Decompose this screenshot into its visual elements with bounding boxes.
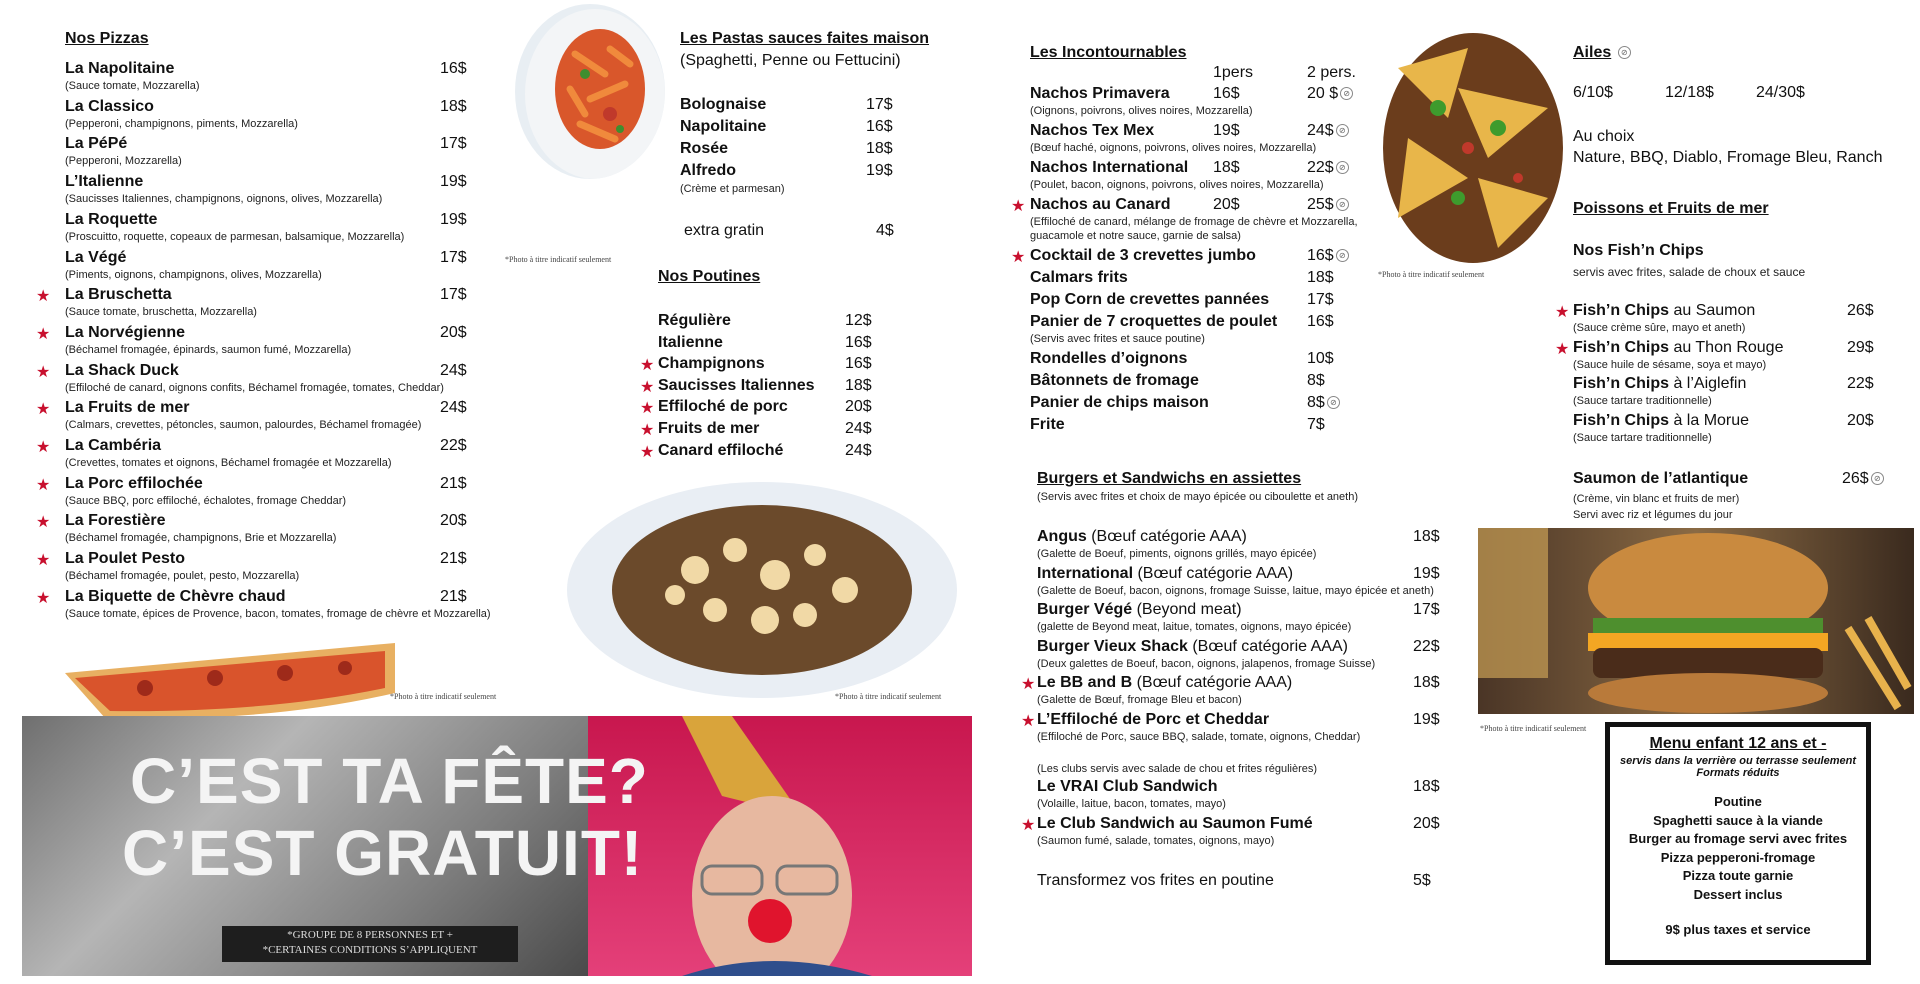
- pizza-desc: (Proscuitto, roquette, copeaux de parmesan, balsamique, Mozzarella): [65, 230, 405, 243]
- pizza-desc: (Sauce tomate, épices de Provence, bacon, tomates, fromage de chèvre et Mozzarella): [65, 607, 491, 620]
- star-icon: ★: [1555, 304, 1570, 321]
- incontournable-name: Pop Corn de crevettes pannées: [1030, 291, 1270, 308]
- star-icon: ★: [36, 552, 51, 570]
- incontournable-name: Cocktail de 3 crevettes jumbo: [1030, 247, 1256, 264]
- burgers-subtitle: (Servis avec frites et choix de mayo épicée ou ciboulette et aneth): [1037, 491, 1359, 503]
- burger-name: [1037, 674, 1292, 692]
- promo-banner: [22, 716, 972, 976]
- incontournable-price: 17$: [1307, 291, 1334, 308]
- ailes-price-2: 12/18$: [1665, 84, 1714, 101]
- pizza-name: La Forestière: [65, 512, 166, 530]
- transform-price: 5$: [1413, 872, 1431, 889]
- incontournable-price-2pers: [1307, 394, 1340, 412]
- incontournable-desc: (Servis avec frites et sauce poutine): [1030, 333, 1205, 345]
- incontournables-title: Les Incontournables: [1030, 44, 1187, 61]
- pizza-name: La Napolitaine: [65, 60, 175, 77]
- star-icon: ★: [36, 439, 51, 456]
- star-icon: ★: [36, 589, 51, 607]
- incontournable-price-1pers: 19$: [1213, 122, 1240, 139]
- burger-desc: (Galette de Boeuf, bacon, oignons, fromage Suisse, laitue, mayo épicée et aneth): [1037, 584, 1434, 597]
- pasta-price: 16$: [866, 118, 893, 135]
- clown-illustration: [662, 716, 892, 976]
- burger-name: [1037, 565, 1293, 583]
- fish-variant: au Thon Rouge: [1669, 338, 1784, 356]
- burger-desc: (galette de Beyond meat, laitue, tomates, oignons, mayo épicée): [1037, 621, 1352, 634]
- star-icon: ★: [36, 401, 51, 419]
- promo-conditions: [222, 926, 518, 962]
- vegetarian-leaf-icon: ⊘: [1336, 198, 1349, 211]
- star-icon: ★: [36, 288, 51, 306]
- fish-title: Fish’n Chips: [1573, 411, 1669, 429]
- poutine-name: Effiloché de porc: [658, 398, 788, 416]
- transform-label: Transformez vos frites en poutine: [1037, 872, 1274, 889]
- promo-line1: C’EST TA FÊTE?: [130, 745, 649, 817]
- incontournable-price-2pers: [1307, 372, 1325, 390]
- incontournable-price-2pers: [1307, 269, 1334, 287]
- pizza-desc: (Crevettes, tomates et oignons, Béchamel fromagée et Mozzarella): [65, 457, 392, 469]
- photo-note-poutine: *Photo à titre indicatif seulement: [835, 692, 942, 701]
- kids-menu-item: Pizza toute garnie: [1682, 868, 1794, 883]
- pizza-price: 24$: [440, 399, 467, 417]
- pizza-price: 17$: [440, 248, 467, 266]
- pizza-desc: (Pepperoni, champignons, piments, Mozzarella): [65, 117, 298, 130]
- burger-price: 19$: [1413, 564, 1440, 582]
- kids-menu-item: Burger au fromage servi avec frites: [1628, 831, 1848, 846]
- incontournable-price-2pers: [1307, 159, 1349, 177]
- poutine-price: 18$: [845, 376, 872, 394]
- fish-price: 26$: [1847, 302, 1874, 319]
- incontournable-price: 22$: [1307, 159, 1334, 176]
- poutine-name: Champignons: [658, 355, 765, 373]
- pizza-illustration: [65, 643, 395, 723]
- kids-menu-note-2: Formats réduits: [1696, 767, 1780, 779]
- poissons-section: [1555, 200, 1915, 530]
- burger-name: [1037, 711, 1269, 729]
- vegetarian-leaf-icon: ⊘: [1871, 472, 1884, 485]
- incontournable-price: 18$: [1307, 269, 1334, 286]
- pizza-price: 19$: [440, 173, 467, 191]
- photo-note-pasta: *Photo à titre indicatif seulement: [505, 255, 612, 264]
- burger-price: 18$: [1413, 674, 1440, 692]
- incontournable-price-2pers: [1307, 85, 1353, 103]
- fish-desc: (Sauce huile de sésame, soya et mayo): [1573, 358, 1767, 371]
- burger-desc: (Galette de Boeuf, piments, oignons grillés, mayo épicée): [1037, 548, 1317, 560]
- pasta-price: 19$: [866, 162, 893, 179]
- pizza-name: La Cambéria: [65, 437, 162, 454]
- poutine-photo: [565, 480, 960, 700]
- poutine-price: 16$: [845, 333, 872, 351]
- poutine-name: Régulière: [658, 312, 731, 329]
- pizza-price: 18$: [440, 97, 467, 115]
- photo-note-pizza: *Photo à titre indicatif seulement: [390, 692, 497, 701]
- pizza-desc: (Piments, oignons, champignons, olives, Mozzarella): [65, 268, 322, 281]
- kids-menu-item: Spaghetti sauce à la viande: [1653, 812, 1823, 828]
- star-icon: ★: [1021, 713, 1036, 730]
- kids-menu-box: [1605, 722, 1871, 965]
- star-icon: ★: [1021, 817, 1036, 834]
- col-2pers: 2 pers.: [1307, 64, 1356, 81]
- star-icon: ★: [640, 422, 655, 439]
- incontournable-price: 25$: [1307, 196, 1334, 213]
- incontournable-price-1pers: 18$: [1213, 159, 1240, 176]
- pizza-name: La Fruits de mer: [65, 399, 190, 417]
- pasta-name: Napolitaine: [680, 118, 767, 135]
- burger-price: 18$: [1413, 528, 1440, 545]
- burger-title: Le BB and B: [1037, 674, 1133, 692]
- pizza-price: 24$: [440, 361, 467, 379]
- incontournable-price-2pers: [1307, 416, 1325, 434]
- pizza-price: 21$: [440, 474, 467, 492]
- incontournable-price: 16$: [1307, 313, 1334, 330]
- pizza-price: 17$: [440, 135, 467, 153]
- pizza-desc: (Sauce tomate, Mozzarella): [65, 80, 200, 92]
- incontournable-price: 10$: [1307, 350, 1334, 367]
- pizza-price: 21$: [440, 550, 467, 568]
- pastas-title: Les Pastas sauces faites maison: [680, 30, 930, 47]
- kids-menu-item: Pizza pepperoni-fromage: [1660, 849, 1816, 865]
- fish-name: [1573, 302, 1755, 320]
- pastas-subtitle: (Spaghetti, Penne ou Fettucini): [680, 52, 901, 69]
- pizza-desc: (Béchamel fromagée, poulet, pesto, Mozzarella): [65, 570, 300, 583]
- nachos-photo: [1378, 28, 1563, 268]
- burgers-section: [1015, 470, 1475, 910]
- poutines-section: [640, 268, 900, 468]
- club-desc: (Saumon fumé, salade, tomates, oignons, mayo): [1037, 835, 1275, 847]
- vegetarian-leaf-icon: ⊘: [1336, 161, 1349, 174]
- incontournable-name: Nachos International: [1030, 159, 1189, 176]
- pizza-name: La Classico: [65, 97, 154, 115]
- pizza-name: La Norvégienne: [65, 323, 186, 341]
- kids-menu-price: 9$ plus taxes et service: [1665, 922, 1811, 937]
- poutines-title: Nos Poutines: [658, 268, 761, 285]
- incontournable-price-1pers: 20$: [1213, 196, 1240, 213]
- incontournable-price: 8$: [1307, 372, 1325, 389]
- pizza-name: La Biquette de Chèvre chaud: [65, 587, 286, 605]
- ailes-choices: Nature, BBQ, Diablo, Fromage Bleu, Ranch: [1573, 149, 1883, 166]
- club-name: Le Club Sandwich au Saumon Fumé: [1037, 815, 1313, 832]
- fish-desc: (Sauce tartare traditionnelle): [1573, 431, 1712, 444]
- burger-desc: (Galette de Bœuf, fromage Bleu et bacon): [1037, 694, 1242, 707]
- fish-chips-title: Nos Fish’n Chips: [1573, 242, 1704, 259]
- incontournable-price-2pers: [1307, 291, 1334, 309]
- pasta-name: Alfredo: [680, 162, 736, 179]
- incontournable-name: Nachos au Canard: [1030, 196, 1171, 213]
- incontournable-desc: (Poulet, bacon, oignons, poivrons, olives noires, Mozzarella): [1030, 179, 1324, 191]
- incontournable-price-2pers: [1307, 350, 1334, 368]
- ailes-choice-label: Au choix: [1573, 128, 1635, 145]
- star-icon: ★: [1555, 340, 1570, 358]
- incontournable-desc: (Bœuf haché, oignons, poivrons, olives noires, Mozzarella): [1030, 142, 1317, 154]
- incontournable-name: Bâtonnets de fromage: [1030, 372, 1199, 389]
- burger-name: [1037, 638, 1348, 656]
- incontournable-price: 20 $: [1307, 85, 1339, 102]
- extra-gratin-label: extra gratin: [684, 222, 765, 239]
- fish-desc: (Sauce tartare traditionnelle): [1573, 395, 1712, 407]
- pizza-price: 16$: [440, 60, 467, 77]
- fish-variant: à l’Aiglefin: [1669, 375, 1747, 392]
- poutine-name: Italienne: [658, 333, 723, 351]
- burger-name: [1037, 601, 1242, 619]
- star-icon: ★: [36, 325, 51, 343]
- fish-variant: à la Morue: [1669, 411, 1750, 429]
- kids-menu-item: Poutine: [1714, 794, 1762, 809]
- col-1pers: 1pers: [1213, 64, 1254, 81]
- promo-condition-1: *GROUPE DE 8 PERSONNES ET +: [287, 929, 453, 941]
- poutine-name: Fruits de mer: [658, 420, 760, 437]
- pizza-name: La Shack Duck: [65, 361, 179, 379]
- incontournable-desc: (Oignons, poivrons, olives noires, Mozzarella): [1030, 105, 1253, 117]
- burger-type: (Bœuf catégorie AAA): [1132, 674, 1293, 692]
- fish-variant: au Saumon: [1669, 302, 1756, 319]
- pasta-desc: (Crème et parmesan): [680, 183, 785, 195]
- ailes-price-1: 6/10$: [1573, 84, 1614, 101]
- burger-price: 22$: [1413, 637, 1440, 655]
- incontournable-price-2pers: [1307, 122, 1349, 140]
- ailes-title-row: [1573, 44, 1631, 62]
- ailes-section: [1573, 44, 1913, 174]
- burger-type: (Bœuf catégorie AAA): [1133, 564, 1294, 582]
- poutine-price: 24$: [845, 420, 872, 437]
- star-icon: ★: [640, 378, 655, 396]
- burger-type: (Bœuf catégorie AAA): [1086, 528, 1247, 545]
- burger-photo: [1478, 528, 1914, 714]
- club-price: 20$: [1413, 815, 1440, 832]
- pizza-name: La PéPé: [65, 135, 128, 153]
- vegetarian-leaf-icon: ⊘: [1336, 249, 1349, 262]
- fish-chips-subtitle: servis avec frites, salade de choux et sauce: [1573, 265, 1806, 279]
- incontournable-name: Rondelles d’oignons: [1030, 350, 1188, 367]
- burger-desc: (Deux galettes de Boeuf, bacon, oignons, jalapenos, fromage Suisse): [1037, 657, 1376, 670]
- pizza-desc: (Pepperoni, Mozzarella): [65, 155, 182, 168]
- club-name: Le VRAI Club Sandwich: [1037, 778, 1218, 795]
- extra-gratin-price: 4$: [876, 222, 894, 239]
- burger-price: 19$: [1413, 711, 1440, 728]
- burger-illustration: [1478, 528, 1914, 714]
- pizza-photo: [65, 643, 395, 723]
- kids-menu-item: Dessert inclus: [1693, 886, 1783, 902]
- incontournable-name: Panier de 7 croquettes de poulet: [1030, 313, 1278, 330]
- burger-title: Burger Vieux Shack: [1037, 637, 1188, 655]
- pizza-desc: (Béchamel fromagée, champignons, Brie et Mozzarella): [65, 532, 337, 545]
- poutine-name: Saucisses Italiennes: [658, 376, 815, 394]
- pizzas-title: Nos Pizzas: [65, 30, 149, 47]
- fish-title: Fish’n Chips: [1573, 302, 1669, 319]
- pizza-desc: (Béchamel fromagée, épinards, saumon fumé, Mozzarella): [65, 343, 352, 356]
- pastas-section: [680, 30, 940, 250]
- photo-note-nachos: *Photo à titre indicatif seulement: [1378, 270, 1485, 279]
- pizza-desc: (Sauce BBQ, porc effiloché, échalotes, fromage Cheddar): [65, 494, 347, 507]
- pizza-price: 20$: [440, 512, 467, 530]
- burger-title: L’Effiloché de Porc et Cheddar: [1037, 711, 1270, 728]
- incontournables-section: [1011, 44, 1375, 444]
- fish-name: [1573, 339, 1783, 357]
- vegetarian-leaf-icon: ⊘: [1327, 396, 1340, 409]
- poutine-price: 20$: [845, 398, 872, 416]
- poutine-name: Canard effiloché: [658, 441, 784, 459]
- poutine-price: 16$: [845, 355, 872, 373]
- pasta-price: 18$: [866, 140, 893, 157]
- vegetarian-leaf-icon: ⊘: [1618, 46, 1631, 59]
- pizzas-section: [36, 30, 491, 650]
- incontournable-name: Frite: [1030, 416, 1065, 433]
- saumon-desc-1: (Crème, vin blanc et fruits de mer): [1573, 493, 1740, 505]
- fish-name: [1573, 375, 1746, 393]
- kids-list: [1610, 793, 1866, 904]
- pizza-price: 22$: [440, 437, 467, 454]
- pizza-price: 21$: [440, 587, 467, 605]
- incontournable-price-1pers: 16$: [1213, 85, 1240, 102]
- star-icon: ★: [640, 443, 655, 461]
- fish-price: 29$: [1847, 338, 1874, 356]
- star-icon: ★: [36, 514, 51, 532]
- burger-desc: (Effiloché de Porc, sauce BBQ, salade, tomate, oignons, Cheddar): [1037, 731, 1361, 743]
- saumon-price: 26$: [1842, 470, 1869, 487]
- vegetarian-leaf-icon: ⊘: [1336, 124, 1349, 137]
- pizza-price: 20$: [440, 323, 467, 341]
- star-icon: ★: [640, 357, 655, 375]
- incontournable-name: Panier de chips maison: [1030, 394, 1209, 411]
- pasta-photo: [515, 4, 665, 179]
- saumon-price-row: [1842, 470, 1884, 488]
- ailes-price-3: 24/30$: [1756, 84, 1805, 101]
- fish-price: 20$: [1847, 411, 1874, 429]
- burger-type: (Bœuf catégorie AAA): [1187, 637, 1348, 655]
- star-icon: ★: [1011, 198, 1026, 215]
- kids-menu-note-1: servis dans la verrière ou terrasse seulement: [1619, 755, 1857, 767]
- incontournable-price: 16$: [1307, 247, 1334, 264]
- pizza-desc: (Effiloché de canard, oignons confits, Béchamel fromagée, tomates, Cheddar): [65, 381, 444, 394]
- incontournable-price-2pers: [1307, 313, 1334, 331]
- incontournable-price-2pers: [1307, 247, 1349, 265]
- pizza-name: La Végé: [65, 248, 127, 266]
- incontournable-desc: guacamole et notre sauce, garnie de salsa): [1030, 230, 1241, 242]
- incontournable-price-2pers: [1307, 196, 1349, 214]
- ailes-title: Ailes: [1573, 44, 1612, 61]
- pizza-name: La Poulet Pesto: [65, 550, 186, 568]
- club-price: 18$: [1413, 778, 1440, 795]
- fish-name: [1573, 412, 1749, 430]
- promo-condition-2: *CERTAINES CONDITIONS S’APPLIQUENT: [262, 944, 478, 956]
- star-icon: ★: [1011, 249, 1026, 266]
- nachos-illustration: [1378, 28, 1563, 268]
- burger-name: [1037, 528, 1247, 546]
- burger-title: Burger Végé: [1037, 601, 1133, 619]
- pizza-desc: (Sauce tomate, bruschetta, Mozzarella): [65, 306, 257, 319]
- pizza-desc: (Saucisses Italiennes, champignons, oignons, olives, Mozzarella): [65, 193, 383, 206]
- pasta-name: Bolognaise: [680, 96, 767, 113]
- fish-title: Fish’n Chips: [1573, 375, 1669, 392]
- poutine-illustration: [565, 480, 960, 700]
- pizza-name: L’Italienne: [65, 173, 144, 191]
- incontournable-desc: (Effiloché de canard, mélange de fromage de chèvre et Mozzarella,: [1030, 216, 1358, 228]
- burger-price: 17$: [1413, 601, 1440, 619]
- incontournable-name: Calmars frits: [1030, 269, 1128, 286]
- pizza-name: La Bruschetta: [65, 286, 172, 304]
- vegetarian-leaf-icon: ⊘: [1340, 87, 1353, 100]
- fish-desc: (Sauce crème sûre, mayo et aneth): [1573, 322, 1746, 334]
- fish-title: Fish’n Chips: [1573, 338, 1669, 356]
- burger-title: International: [1037, 564, 1134, 582]
- incontournable-name: Nachos Primavera: [1030, 85, 1170, 102]
- incontournable-price: 8$: [1307, 394, 1325, 411]
- promo-line2: C’EST GRATUIT!: [122, 817, 644, 889]
- fish-price: 22$: [1847, 375, 1874, 392]
- pizza-name: La Porc effilochée: [65, 474, 203, 492]
- kids-menu-title: Menu enfant 12 ans et -: [1649, 735, 1827, 752]
- poutine-price: 24$: [845, 441, 872, 459]
- burger-title: Angus: [1037, 528, 1087, 545]
- star-icon: ★: [36, 476, 51, 494]
- burger-type: (Beyond meat): [1132, 601, 1242, 619]
- pasta-name: Rosée: [680, 140, 729, 157]
- clubs-note: (Les clubs servis avec salade de chou et frites régulières): [1037, 763, 1318, 775]
- pizza-price: 17$: [440, 286, 467, 304]
- star-icon: ★: [640, 400, 655, 418]
- poissons-title: Poissons et Fruits de mer: [1573, 200, 1769, 217]
- incontournable-price: 24$: [1307, 122, 1334, 139]
- burgers-title: Burgers et Sandwichs en assiettes: [1037, 470, 1302, 487]
- incontournable-name: Nachos Tex Mex: [1030, 122, 1155, 139]
- pizza-name: La Roquette: [65, 210, 158, 228]
- saumon-desc-2: Servi avec riz et légumes du jour: [1573, 509, 1733, 521]
- club-desc: (Volaille, laitue, bacon, tomates, mayo): [1037, 798, 1226, 810]
- photo-note-burger: *Photo à titre indicatif seulement: [1480, 724, 1587, 733]
- star-icon: ★: [1021, 676, 1036, 694]
- pizza-price: 19$: [440, 210, 467, 228]
- saumon-name: Saumon de l’atlantique: [1573, 470, 1749, 487]
- pasta-price: 17$: [866, 96, 893, 113]
- pasta-illustration: [515, 4, 665, 179]
- star-icon: ★: [36, 363, 51, 381]
- poutine-price: 12$: [845, 312, 872, 329]
- incontournable-price: 7$: [1307, 416, 1325, 433]
- pizza-desc: (Calmars, crevettes, pétoncles, saumon, palourdes, Béchamel fromagée): [65, 419, 422, 432]
